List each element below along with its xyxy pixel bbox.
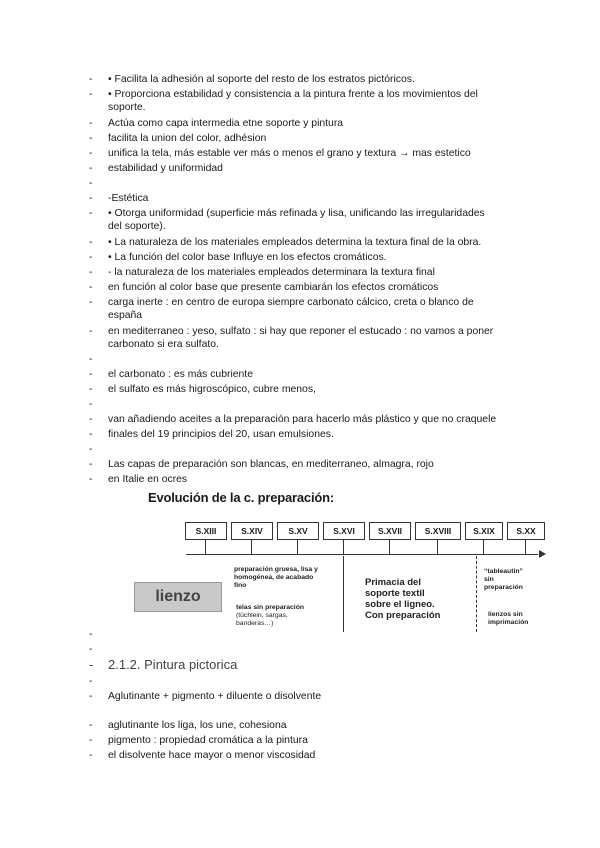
timeline-tick <box>483 539 484 555</box>
century-label: S.XIV <box>231 522 273 540</box>
timeline-tick <box>525 539 526 555</box>
timeline-tick <box>389 539 390 555</box>
period-divider-dashed <box>476 556 477 632</box>
timeline-axis <box>186 554 538 555</box>
century-label: S.XV <box>277 522 319 540</box>
note-preparation: preparación gruesa, lisa y homogénea, de acabado fino <box>234 566 318 589</box>
timeline-tick <box>343 539 344 555</box>
note-unprepared: telas sin preparación (tüchlein, sargas, banderas…) <box>236 604 304 627</box>
timeline-tick <box>251 539 252 555</box>
timeline-tick <box>297 539 298 555</box>
century-label: S.XIX <box>465 522 503 540</box>
timeline-tick <box>205 539 206 555</box>
note-tableautin: “tableautin” sin preparación <box>484 568 523 591</box>
lienzo-label: lienzo <box>134 582 222 612</box>
note-textile: Primacia del soporte textil sobre el ligneo. Con preparación <box>365 577 441 621</box>
century-label: S.XVII <box>369 522 411 540</box>
period-divider <box>343 556 344 632</box>
timeline-arrow <box>539 550 546 558</box>
century-label: S.XVI <box>323 522 365 540</box>
document-page: - • Facilita la adhesión al soporte del resto de los estratos pictóricos. - • Proporciona estabilidad y consistencia a la pintura frente a los movimientos del soporte. - Actúa como capa intermedia etne soporte y pintura - facilita la union del color, adhésion - unifica la tela, más estable ver más o menos el grano y textura → mas estetico - estabilidad y uniformidad - - -Estética - • Otorga uniformidad (superficie más refinada y lisa, unificando las irregularidades del soporte). - • La naturaleza de los materiales empleados determina la textura final de la obra. - • La función del color base Influye en los efectos cromáticos. - - la naturaleza de los materiales empleados determinara la textura final - en función al color base que presente cambiarán los efectos cromáticos - carga inerte : en centro de europa siempre carbonato cálcico, creta o blanco de españa - en mediterraneo : yeso, sulfato : si hay que reponer el estucado : no vamos a poner carbonato si era sulfato. - - el carbonato : es más cubriente - el sulfato es más higroscópico, cubre menos, - - van añadiendo aceites a la preparación para hacerlo más plástico y que no craquele - finales del 19 principios del 20, usan emulsiones. - - Las capas de preparación son blancas, en mediterraneo, almagra, rojo - en Italie en ocres Evolución de la c. preparación: S.XIII S.XIV S.XV S.XVI S.XVII S.XVIII S.XIX S.XX lienzo preparación gruesa, lisa y homogénea, de acabado fino telas sin preparación (tüchlein, sargas, banderas…) Primacia del soporte textil sobre el ligneo. Con preparación “tableautin” sin preparación lienzos sin imprimación - - - 2.1.2. Pintura pictorica - - Aglutinante + pigmento + diluente o disolvente - aglutinante los liga, los une, cohesiona - pigmento : propiedad cromática a la pintura - el disolvente hace mayor o menor viscosidad <box>0 0 600 848</box>
century-label: S.XX <box>507 522 545 540</box>
timeline-tick <box>437 539 438 555</box>
century-label: S.XIII <box>185 522 227 540</box>
note-no-primer: lienzos sin imprimación <box>488 611 529 626</box>
century-label: S.XVIII <box>415 522 461 540</box>
figure-title: Evolución de la c. preparación: <box>148 490 334 505</box>
